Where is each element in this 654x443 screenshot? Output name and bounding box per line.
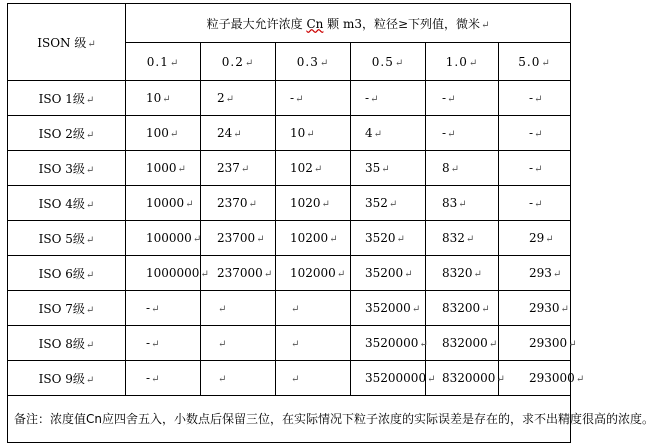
paragraph-mark-icon: ↵ [319, 57, 330, 69]
paragraph-mark-icon: ↵ [85, 269, 95, 281]
paragraph-mark-icon: ↵ [151, 374, 160, 385]
table-row [8, 291, 571, 326]
paragraph-mark-icon: ↵ [177, 164, 186, 175]
concentration-value: 102000 [290, 266, 336, 280]
header-title-prefix: 粒子最大允许浓度 [206, 16, 307, 31]
paragraph-mark-icon: ↵ [404, 269, 413, 280]
iso-grade-cell [8, 361, 126, 396]
concentration-value: 237000 [217, 266, 263, 280]
concentration-value: 4 [365, 126, 373, 140]
paragraph-mark-icon: ↵ [534, 199, 543, 210]
concentration-value: 3520 [365, 231, 396, 245]
concentration-value: 3520000 [365, 336, 419, 350]
paragraph-mark-icon: ↵ [240, 164, 250, 175]
iso-cleanliness-table [7, 3, 654, 443]
concentration-cell [201, 151, 276, 186]
table-row [8, 186, 571, 221]
concentration-cell [351, 186, 426, 221]
paragraph-mark-icon: ↵ [496, 374, 505, 385]
concentration-value: 100000 [146, 231, 192, 245]
concentration-value: 10 [146, 91, 162, 105]
paragraph-mark-icon: ↵ [291, 374, 300, 385]
concentration-value: 10200 [290, 231, 329, 245]
paragraph-mark-icon: ↵ [447, 94, 456, 105]
concentration-value: 2930 [529, 301, 560, 315]
paragraph-mark-icon: ↵ [458, 199, 467, 210]
concentration-value: 352 [365, 196, 388, 210]
note-row [8, 396, 571, 443]
concentration-value: 24 [217, 126, 233, 140]
concentration-cell [276, 186, 351, 221]
particle-size-label: 5.0 [518, 54, 541, 69]
paragraph-mark-icon: ↵ [162, 94, 171, 105]
concentration-cell [499, 116, 571, 151]
concentration-cell [201, 361, 276, 396]
paragraph-mark-icon: ↵ [85, 339, 95, 351]
header-title-suffix: 颗 m3，粒径≥下列值，微米 [323, 16, 481, 31]
concentration-value: - [529, 126, 534, 140]
concentration-value: - [146, 371, 151, 385]
paragraph-mark-icon: ↵ [427, 374, 436, 385]
concentration-cell [426, 81, 499, 116]
iso-grade-label: ISO 2级 [38, 126, 85, 141]
paragraph-mark-icon: ↵ [85, 374, 95, 386]
grade-header-label: ISON 级 [37, 35, 87, 50]
concentration-value: 832 [442, 231, 465, 245]
concentration-cell [351, 326, 426, 361]
particle-size-label: 0.3 [296, 54, 319, 69]
iso-grade-cell [8, 186, 126, 221]
particle-size-header [426, 43, 499, 81]
iso-grade-label: ISO 7级 [38, 301, 85, 316]
paragraph-mark-icon: ↵ [560, 304, 569, 315]
concentration-cell [426, 151, 499, 186]
iso-grade-cell [8, 256, 126, 291]
table-row [8, 81, 571, 116]
concentration-value: - [365, 91, 370, 105]
paragraph-mark-icon: ↵ [473, 269, 482, 280]
paragraph-mark-icon: ↵ [321, 199, 330, 210]
note-text: 备注：浓度值Cn应四舍五入，小数点后保留三位，在实际情况下粒子浓度的实际误差是存在的，求不出精度很高的浓度。 [14, 412, 654, 426]
concentration-value: 35200000 [365, 371, 427, 385]
paragraph-mark-icon: ↵ [394, 57, 405, 69]
concentration-cell [126, 256, 209, 291]
concentration-value: 102 [290, 161, 313, 175]
iso-grade-cell [8, 326, 126, 361]
concentration-value: 29300 [529, 336, 568, 350]
paragraph-mark-icon: ↵ [244, 57, 255, 69]
concentration-cell [426, 361, 505, 396]
table-row [8, 116, 571, 151]
concentration-cell [499, 151, 571, 186]
concentration-cell [426, 326, 499, 361]
paragraph-mark-icon: ↵ [85, 164, 95, 176]
paragraph-mark-icon: ↵ [468, 57, 479, 69]
concentration-cell [351, 361, 436, 396]
paragraph-mark-icon: ↵ [381, 164, 390, 175]
paragraph-mark-icon: ↵ [218, 374, 227, 385]
concentration-cell [499, 186, 571, 221]
paragraph-mark-icon: ↵ [225, 94, 235, 105]
table-row [8, 151, 571, 186]
paragraph-mark-icon: ↵ [291, 304, 300, 315]
particle-size-header [276, 43, 351, 81]
concentration-cell [126, 116, 201, 151]
iso-grade-label: ISO 4级 [38, 196, 85, 211]
paragraph-mark-icon: ↵ [481, 304, 490, 315]
paragraph-mark-icon: ↵ [575, 374, 585, 385]
paragraph-mark-icon: ↵ [447, 129, 456, 140]
paragraph-mark-icon: ↵ [419, 339, 428, 350]
grade-header-cell [8, 4, 126, 81]
header-row-title [8, 4, 571, 43]
paragraph-mark-icon: ↵ [370, 94, 379, 105]
concentration-cell [126, 326, 201, 361]
concentration-value: 1000000 [146, 266, 200, 280]
table-row [8, 326, 571, 361]
paragraph-mark-icon: ↵ [329, 234, 338, 245]
paragraph-mark-icon: ↵ [169, 57, 180, 69]
concentration-value: 293 [529, 266, 552, 280]
iso-grade-cell [8, 116, 126, 151]
paragraph-mark-icon: ↵ [218, 339, 227, 350]
concentration-cell [201, 186, 276, 221]
paragraph-mark-icon: ↵ [465, 234, 475, 245]
concentration-value: - [146, 336, 151, 350]
concentration-cell [201, 291, 276, 326]
particle-size-header [201, 43, 276, 81]
header-title-cn: Cn [306, 16, 324, 31]
paragraph-mark-icon: ↵ [488, 339, 498, 350]
concentration-value: 1020 [290, 196, 321, 210]
iso-grade-cell [8, 151, 126, 186]
concentration-cell [126, 361, 201, 396]
paragraph-mark-icon: ↵ [263, 269, 273, 280]
paragraph-mark-icon: ↵ [256, 234, 265, 245]
concentration-value: 352000 [365, 301, 411, 315]
concentration-value: 1000 [146, 161, 177, 175]
concentration-cell [499, 221, 571, 256]
concentration-cell [276, 326, 351, 361]
paragraph-mark-icon: ↵ [450, 164, 460, 175]
concentration-cell [499, 361, 585, 396]
iso-grade-label: ISO 6级 [38, 266, 85, 281]
concentration-cell [499, 256, 571, 291]
concentration-cell [426, 221, 499, 256]
concentration-cell [201, 256, 276, 291]
paragraph-mark-icon: ↵ [192, 234, 202, 245]
paragraph-mark-icon: ↵ [200, 269, 209, 280]
particle-size-label: 0.2 [221, 54, 244, 69]
concentration-value: 29 [529, 231, 545, 245]
concentration-cell [276, 361, 351, 396]
concentration-cell [499, 81, 571, 116]
concentration-cell [351, 291, 426, 326]
table-row [8, 256, 571, 291]
concentration-value: - [290, 91, 295, 105]
concentration-cell [499, 326, 577, 361]
concentration-cell [426, 186, 499, 221]
concentration-cell [276, 151, 351, 186]
paragraph-mark-icon: ↵ [306, 129, 315, 140]
document-page [7, 3, 654, 427]
concentration-cell [351, 151, 426, 186]
table-row [8, 361, 571, 396]
paragraph-mark-icon: ↵ [481, 19, 490, 31]
concentration-cell [276, 221, 351, 256]
paragraph-mark-icon: ↵ [85, 129, 95, 141]
concentration-cell [201, 81, 276, 116]
paragraph-mark-icon: ↵ [87, 38, 96, 50]
iso-grade-cell [8, 81, 126, 116]
concentration-value: 2370 [217, 196, 248, 210]
concentration-value: 237 [217, 161, 240, 175]
concentration-cell [276, 291, 351, 326]
paragraph-mark-icon: ↵ [411, 304, 421, 315]
iso-grade-label: ISO 8级 [38, 336, 85, 351]
concentration-value: 8320 [442, 266, 473, 280]
concentration-value: - [529, 161, 534, 175]
paragraph-mark-icon: ↵ [336, 269, 346, 280]
paragraph-mark-icon: ↵ [373, 129, 383, 140]
concentration-cell [201, 326, 276, 361]
note-cell [8, 396, 654, 443]
concentration-value: - [442, 126, 447, 140]
paragraph-mark-icon: ↵ [218, 304, 227, 315]
concentration-value: - [529, 196, 534, 210]
concentration-value: 832000 [442, 336, 488, 350]
concentration-cell [426, 116, 499, 151]
paragraph-mark-icon: ↵ [313, 164, 323, 175]
paragraph-mark-icon: ↵ [388, 199, 398, 210]
iso-grade-label: ISO 5级 [38, 231, 85, 246]
paragraph-mark-icon: ↵ [534, 164, 543, 175]
concentration-value: - [529, 91, 534, 105]
concentration-value: 83 [442, 196, 458, 210]
concentration-cell [126, 81, 201, 116]
paragraph-mark-icon: ↵ [185, 199, 194, 210]
paragraph-mark-icon: ↵ [85, 94, 95, 106]
concentration-cell [351, 81, 426, 116]
concentration-cell [276, 81, 351, 116]
concentration-cell [126, 151, 201, 186]
concentration-value: 35200 [365, 266, 404, 280]
iso-grade-label: ISO 9级 [38, 371, 85, 386]
particle-size-label: 0.5 [371, 54, 394, 69]
paragraph-mark-icon: ↵ [85, 199, 95, 211]
paragraph-mark-icon: ↵ [545, 234, 554, 245]
concentration-value: 293000 [529, 371, 575, 385]
paragraph-mark-icon: ↵ [85, 234, 95, 246]
concentration-cell [351, 116, 426, 151]
paragraph-mark-icon: ↵ [552, 269, 562, 280]
paragraph-mark-icon: ↵ [151, 339, 160, 350]
concentration-value: 83200 [442, 301, 481, 315]
particle-size-header [351, 43, 426, 81]
concentration-value: 100 [146, 126, 169, 140]
concentration-value: - [442, 91, 447, 105]
concentration-value: 8320000 [442, 371, 496, 385]
particle-size-header [499, 43, 571, 81]
concentration-cell [126, 291, 201, 326]
concentration-value: 23700 [217, 231, 256, 245]
particle-size-label: 1.0 [445, 54, 468, 69]
paragraph-mark-icon: ↵ [233, 129, 242, 140]
concentration-cell [276, 116, 351, 151]
concentration-cell [201, 221, 276, 256]
paragraph-mark-icon: ↵ [248, 199, 257, 210]
paragraph-mark-icon: ↵ [541, 57, 551, 69]
concentration-cell [126, 186, 201, 221]
paragraph-mark-icon: ↵ [151, 304, 160, 315]
paragraph-mark-icon: ↵ [85, 304, 95, 316]
concentration-value: 10000 [146, 196, 185, 210]
concentration-value: 8 [442, 161, 450, 175]
concentration-cell [276, 256, 351, 291]
paragraph-mark-icon: ↵ [169, 129, 179, 140]
paragraph-mark-icon: ↵ [568, 339, 577, 350]
particle-size-header [126, 43, 201, 81]
particle-size-label: 0.1 [146, 54, 169, 69]
concentration-value: - [146, 301, 151, 315]
concentration-cell [351, 256, 426, 291]
paragraph-mark-icon: ↵ [534, 94, 543, 105]
concentration-value: 35 [365, 161, 381, 175]
concentration-cell [499, 291, 571, 326]
concentration-value: 2 [217, 91, 225, 105]
paragraph-mark-icon: ↵ [291, 339, 300, 350]
paragraph-mark-icon: ↵ [295, 94, 304, 105]
iso-grade-cell [8, 291, 126, 326]
iso-grade-cell [8, 221, 126, 256]
concentration-cell [351, 221, 426, 256]
concentration-value: 10 [290, 126, 306, 140]
paragraph-mark-icon: ↵ [396, 234, 405, 245]
iso-grade-label: ISO 1级 [38, 91, 85, 106]
table-row [8, 221, 571, 256]
concentration-cell [426, 291, 499, 326]
concentration-cell [426, 256, 499, 291]
concentration-header-cell [126, 4, 571, 43]
concentration-cell [126, 221, 201, 256]
paragraph-mark-icon: ↵ [534, 129, 543, 140]
concentration-cell [201, 116, 276, 151]
iso-grade-label: ISO 3级 [38, 161, 85, 176]
